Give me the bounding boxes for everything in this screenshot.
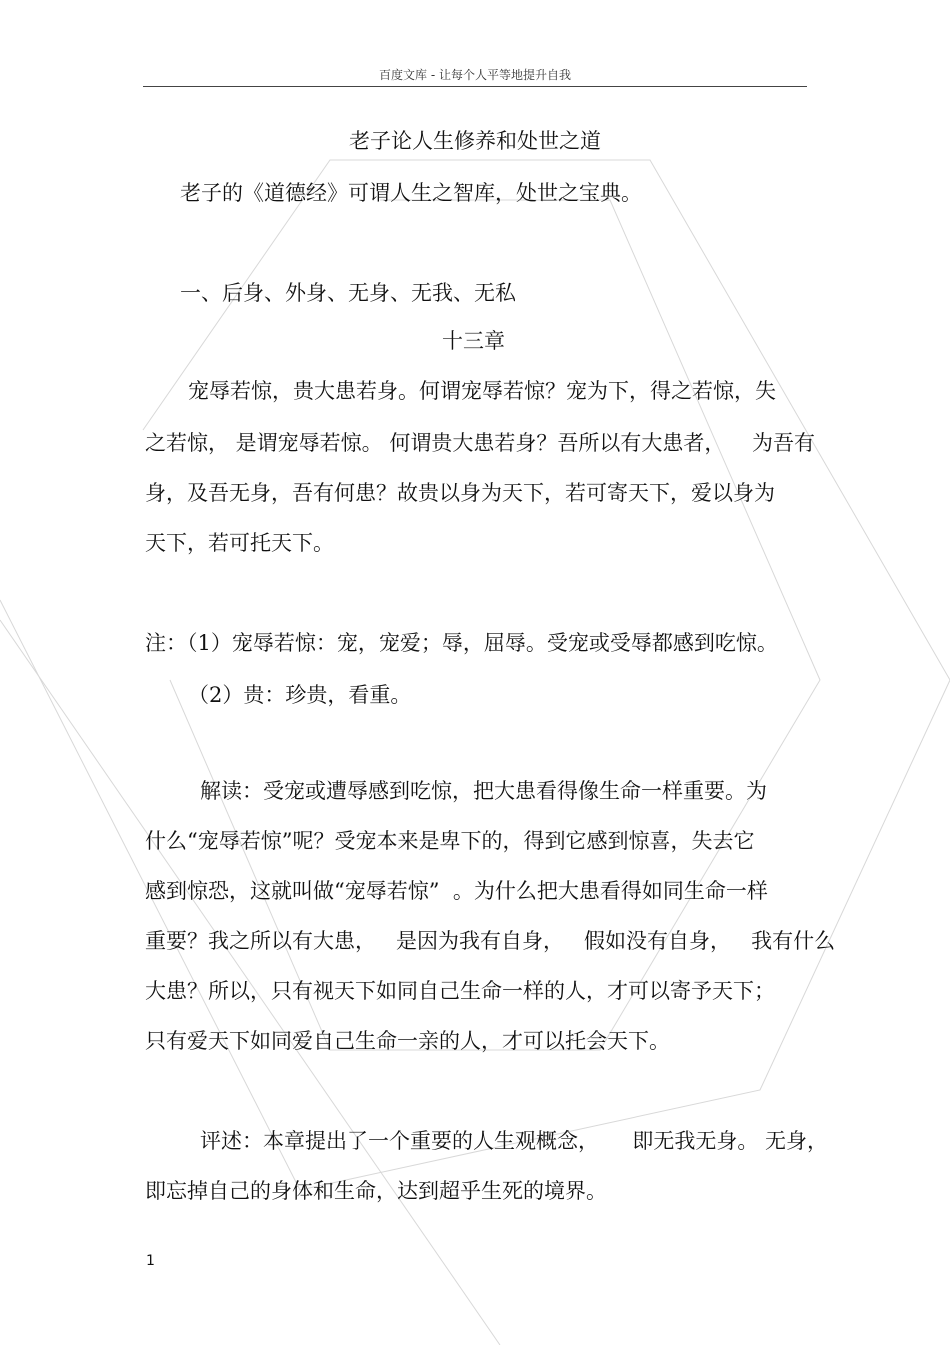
interpretation-line: 大患？所以，只有视天下如同自己生命一样的人，才可以寄予天下； xyxy=(145,979,775,1003)
interpretation-line: 感到惊恐，这就叫做“宠辱若惊” 。为什么把大患看得如同生命一样 xyxy=(145,879,768,903)
document-title: 老子论人生修养和处世之道 xyxy=(349,129,601,153)
note-line: （2）贵：珍贵，看重。 xyxy=(188,683,412,707)
chapter-heading: 十三章 xyxy=(442,329,505,353)
commentary-line: 即忘掉自己的身体和生命，达到超乎生死的境界。 xyxy=(145,1179,607,1203)
interpretation-line: 重要？我之所以有大患， 是因为我有自身， 假如没有自身， 我有什么 xyxy=(145,929,836,953)
interpretation-line: 解读：受宠或遭辱感到吃惊，把大患看得像生命一样重要。为 xyxy=(200,779,767,803)
header-divider xyxy=(143,86,807,87)
note-line: 注：（1）宠辱若惊：宠，宠爱；辱，屈辱。受宠或受辱都感到吃惊。 xyxy=(145,631,778,655)
page-header: 百度文库 - 让每个人平等地提升自我 xyxy=(379,68,571,82)
chapter-text-line: 之若惊， 是谓宠辱若惊。 何谓贵大患若身？吾所以有大患者， 为吾有 xyxy=(145,431,816,455)
chapter-text-line: 天下，若可托天下。 xyxy=(145,531,334,555)
chapter-text-line: 身，及吾无身，吾有何患？故贵以身为天下，若可寄天下，爱以身为 xyxy=(145,481,775,505)
intro-paragraph: 老子的《道德经》可谓人生之智库，处世之宝典。 xyxy=(180,181,642,205)
chapter-text-line: 宠辱若惊，贵大患若身。何谓宠辱若惊？宠为下，得之若惊，失 xyxy=(188,379,776,403)
interpretation-line: 只有爱天下如同爱自己生命一亲的人，才可以托会天下。 xyxy=(145,1029,670,1053)
commentary-line: 评述：本章提出了一个重要的人生观概念， 即无我无身。 无身， xyxy=(200,1129,829,1153)
interpretation-line: 什么“宠辱若惊”呢？受宠本来是卑下的，得到它感到惊喜，失去它 xyxy=(145,829,755,853)
page-number: 1 xyxy=(146,1253,155,1269)
section-heading: 一、后身、外身、无身、无我、无私 xyxy=(180,281,516,305)
